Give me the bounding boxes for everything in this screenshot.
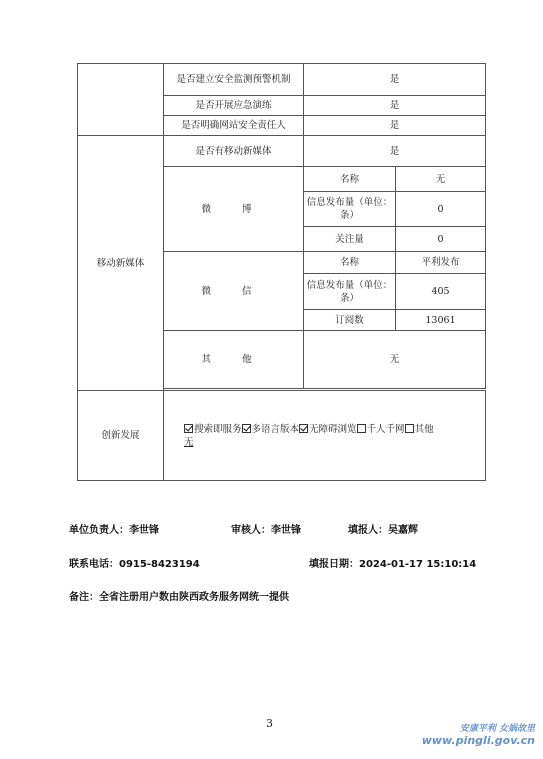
weibo-posts-label: 信息发布量（单位：条）	[304, 192, 396, 227]
other-media-label: 其 他	[164, 331, 304, 389]
weibo-label: 微 博	[164, 167, 304, 252]
wechat-subscribers-value: 13061	[396, 310, 486, 331]
checkbox-icon[interactable]	[184, 424, 193, 433]
option-accessibility[interactable]	[299, 424, 357, 435]
option-personalized[interactable]	[357, 424, 405, 435]
watermark-slogan: 安康平利 女娲故里	[459, 724, 535, 734]
checkbox-icon[interactable]	[242, 424, 251, 433]
has-mobile-value: 是	[304, 136, 486, 167]
wechat-name-value: 平利发布	[396, 252, 486, 274]
site-watermark	[422, 723, 535, 747]
weibo-posts-value: 0	[396, 192, 486, 227]
unit-head: 单位负责人：李世锋	[69, 525, 159, 536]
table-row	[78, 391, 486, 481]
wechat-posts-label: 信息发布量（单位：条）	[304, 274, 396, 310]
option-multilingual[interactable]	[242, 424, 300, 435]
weibo-followers-label: 关注量	[304, 227, 396, 252]
option-label: 多语言版本	[251, 423, 300, 435]
watermark-url: www.pingli.gov.cn	[421, 734, 535, 747]
checkbox-icon[interactable]	[299, 424, 308, 433]
option-other[interactable]	[405, 424, 434, 435]
option-label: 其他	[414, 423, 434, 435]
innovation-options	[164, 391, 486, 481]
table-row	[78, 136, 486, 167]
innovation-other-text: 无	[184, 436, 194, 448]
wechat-posts-value: 405	[396, 274, 486, 310]
has-mobile-label: 是否有移动新媒体	[164, 136, 304, 167]
weibo-name-value: 无	[396, 167, 486, 192]
option-label: 无障碍浏览	[309, 423, 357, 435]
page-number: 3	[266, 717, 273, 730]
option-label: 千人千网	[366, 423, 405, 435]
drill-value: 是	[304, 96, 486, 116]
table-row	[78, 64, 486, 96]
footnote: 备注：全省注册用户数由陕西政务服务网统一提供	[69, 592, 289, 603]
wechat-name-label: 名称	[304, 252, 396, 274]
blank-cell	[78, 64, 164, 136]
option-label: 搜索即服务	[194, 423, 242, 435]
drill-label: 是否开展应急演练	[164, 96, 304, 116]
contact-phone: 联系电话：0915-8423194	[69, 559, 200, 570]
monitoring-label: 是否建立安全监测预警机制	[164, 64, 304, 96]
wechat-label: 微 信	[164, 252, 304, 331]
responsible-value: 是	[304, 116, 486, 136]
weibo-followers-value: 0	[396, 227, 486, 252]
option-search-service[interactable]	[184, 424, 242, 435]
filler: 填报人：吴嘉辉	[348, 525, 418, 536]
other-media-value: 无	[304, 331, 486, 389]
weibo-name-label: 名称	[304, 167, 396, 192]
responsible-label: 是否明确网站安全责任人	[164, 116, 304, 136]
checkbox-icon[interactable]	[357, 424, 366, 433]
reviewer: 审核人：李世锋	[231, 525, 301, 536]
monitoring-value: 是	[304, 64, 486, 96]
innovation-label: 创新发展	[78, 391, 164, 481]
wechat-subscribers-label: 订阅数	[304, 310, 396, 331]
report-table	[77, 63, 486, 481]
mobile-section-label: 移动新媒体	[78, 136, 164, 391]
checkbox-icon[interactable]	[405, 424, 414, 433]
fill-date: 填报日期：2024-01-17 15:10:14	[309, 559, 477, 570]
